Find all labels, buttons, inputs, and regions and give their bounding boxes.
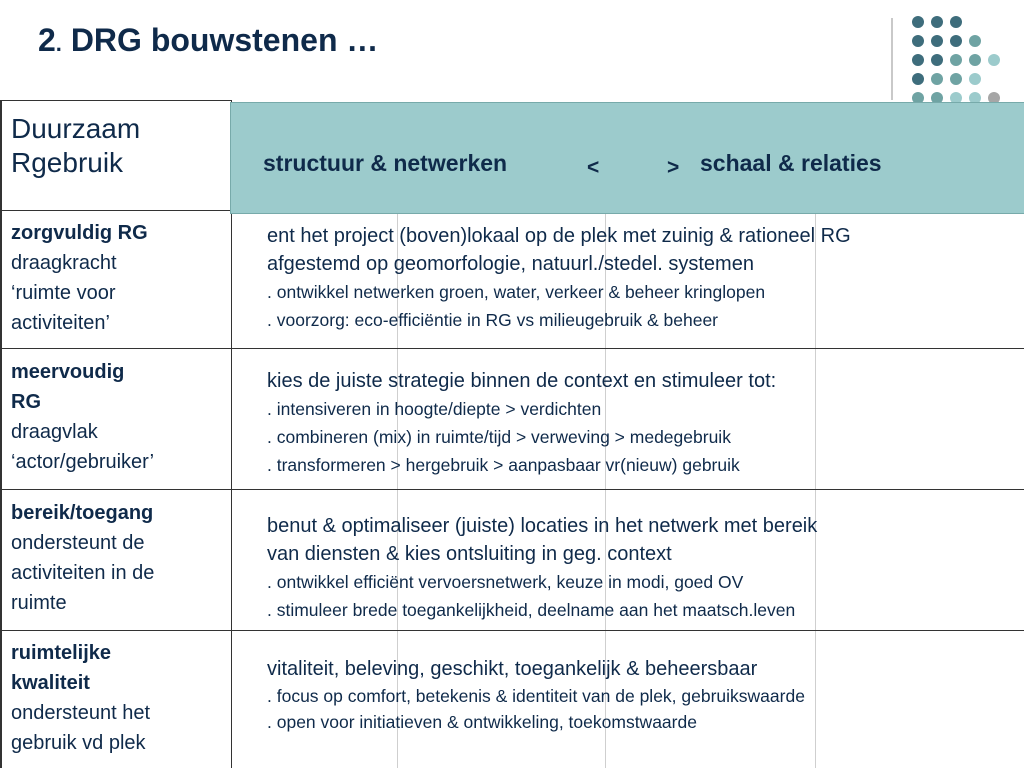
row-label-line: activiteiten’ [11,312,110,334]
decor-vertical-line [891,18,893,100]
row-label-bold: RG [11,391,41,413]
header-left-title [11,112,140,180]
decor-dot [912,73,924,85]
decor-dot [988,54,1000,66]
decor-dot [912,16,924,28]
header-structure-label: structuur & netwerken [263,150,508,176]
row-bullet: . stimuleer brede toegankelijkheid, deelname aan het maatsch.leven [267,600,796,620]
decor-dot [950,73,962,85]
row-label-meervoudig [11,357,154,477]
title-dot: . [55,31,62,56]
row-label-line: draagvlak [11,421,98,443]
decor-dot [969,73,981,85]
header-left-title-line: Rgebruik [11,147,124,178]
table-border-top [0,100,232,101]
row-label-zorgvuldig [11,218,148,338]
decor-dot [931,35,943,47]
header-left-title-line: Duurzaam [11,113,141,144]
row-bullet: . voorzorg: eco-efficiëntie in RG vs milieugebruik & beheer [267,310,719,330]
row-label-bold: bereik/toegang [11,502,154,524]
decor-dot [950,35,962,47]
decor-dot [931,16,943,28]
decor-dot [950,54,962,66]
row-main-line: afgestemd op geomorfologie, natuurl./stedel. systemen [267,253,754,275]
row-label-bold: kwaliteit [11,672,90,694]
row-label-bold: ruimtelijke [11,642,112,664]
row-bullet: . combineren (mix) in ruimte/tijd > verweving > medegebruik [267,427,731,447]
table-row-divider [0,489,1024,490]
table-border-left [0,100,2,768]
row-content-zorgvuldig [267,222,851,334]
decor-dot [912,35,924,47]
row-bullet: . intensiveren in hoogte/diepte > verdichten [267,399,602,419]
header-lt-symbol: < [587,156,600,179]
row-label-line: ondersteunt de [11,532,145,554]
row-label-line: activiteiten in de [11,562,155,584]
row-bullet: . ontwikkel efficiënt vervoersnetwerk, keuze in modi, goed OV [267,572,744,592]
row-main-line: ent het project (boven)lokaal op de plek met zuinig & rationeel RG [267,225,851,247]
row-label-line: ruimte [11,592,67,614]
row-label-line: draagkracht [11,252,117,274]
decor-dot [931,54,943,66]
row-label-line: gebruik vd plek [11,732,146,754]
row-main-line: van diensten & kies ontsluiting in geg. context [267,543,672,565]
table-row-divider [0,630,1024,631]
row-label-kwaliteit [11,638,150,758]
row-main-line: benut & optimaliseer (juiste) locaties in het netwerk met bereik [267,515,818,537]
decor-dot [912,54,924,66]
row-label-bold: meervoudig [11,361,125,383]
row-label-line: ‘actor/gebruiker’ [11,451,155,473]
row-label-bereik [11,498,154,618]
header-gt-symbol: > [667,156,680,179]
row-label-bold: zorgvuldig RG [11,222,148,244]
row-bullet: . ontwikkel netwerken groen, water, verkeer & beheer kringlopen [267,282,766,302]
slide-title [38,22,378,59]
decor-dot [969,54,981,66]
title-number: 2 [38,22,56,58]
row-main-line: kies de juiste strategie binnen de context en stimuleer tot: [267,370,777,392]
decor-dot [931,73,943,85]
row-bullet: . focus op comfort, betekenis & identiteit van de plek, gebruikswaarde [267,686,805,706]
row-label-line: ‘ruimte voor [11,282,116,304]
row-content-kwaliteit [267,655,805,735]
row-main-line: vitaliteit, beleving, geschikt, toegankelijk & beheersbaar [267,658,758,680]
title-text: DRG bouwstenen … [61,22,379,58]
decor-dot [950,16,962,28]
row-bullet: . open voor initiatieven & ontwikkeling, toekomstwaarde [267,712,697,732]
row-content-meervoudig [267,367,776,479]
row-label-line: ondersteunt het [11,702,150,724]
row-content-bereik [267,512,817,624]
table-row-divider [0,348,1024,349]
header-scale-label: schaal & relaties [700,150,882,176]
row-bullet: . transformeren > hergebruik > aanpasbaar vr(nieuw) gebruik [267,455,740,475]
decor-dot [969,35,981,47]
